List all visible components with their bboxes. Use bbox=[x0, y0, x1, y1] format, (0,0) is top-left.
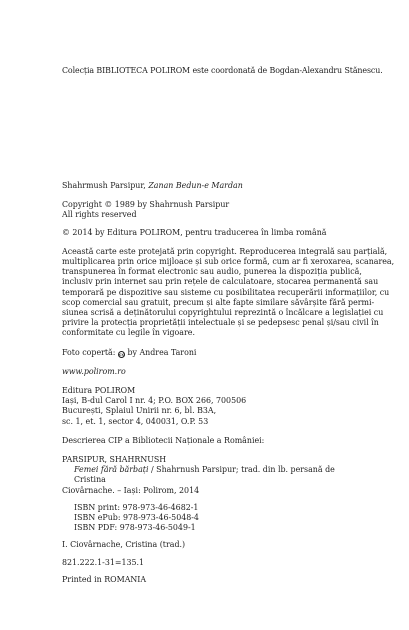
printed-in: Printed in ROMANIA bbox=[62, 574, 147, 584]
legal-line: scop comercial sau gratuit, precum și alte fapte similare săvârșite fără permi- bbox=[62, 297, 375, 307]
original-title: Zanan Bedun-e Mardan bbox=[148, 181, 243, 190]
rights-reserved: All rights reserved bbox=[62, 210, 137, 220]
website: www.polirom.ro bbox=[62, 366, 126, 376]
cip-author: PARSIPUR, SHAHRNUSH bbox=[62, 455, 167, 465]
publisher-name: Editura POLIROM bbox=[62, 386, 136, 396]
copyright-line: Copyright © 1989 by Shahrnush Parsipur bbox=[62, 200, 230, 210]
legal-line: privire la protecția proprietății intelectuale și se pedepsesc penal și/sau civil în bbox=[62, 318, 379, 328]
legal-line: temporară pe dispozitive sau sisteme cu posibilitatea recuperării informațiilor, cu bbox=[62, 287, 390, 297]
isbn-pdf: ISBN PDF: 978-973-46-5049-1 bbox=[74, 523, 196, 533]
cc-icon: cc bbox=[118, 351, 126, 358]
address-line: sc. 1, et. 1, sector 4, 040031, O.P. 53 bbox=[62, 416, 209, 426]
cip-desc: / Shahrnush Parsipur; trad. din lb. persană de Cristina bbox=[74, 465, 335, 485]
isbn-list bbox=[62, 503, 352, 534]
copyright-notice bbox=[62, 200, 352, 220]
isbn-epub: ISBN ePub: 978-973-46-5048-4 bbox=[74, 513, 199, 523]
cover-photo-author: by Andrea Taroni bbox=[124, 347, 197, 357]
address-line: Iași, B-dul Carol I nr. 4; P.O. BOX 266, 700506 bbox=[62, 396, 247, 406]
legal-line: conformitate cu legile în vigoare. bbox=[62, 328, 195, 338]
author-name: Shahrmush Parsipur, bbox=[62, 181, 149, 190]
legal-line: multiplicarea prin orice mijloace și sub orice formă, cum ar fi xeroxarea, scanarea, bbox=[62, 257, 395, 267]
title-line bbox=[62, 181, 352, 191]
legal-notice bbox=[62, 246, 395, 339]
colophon bbox=[62, 181, 395, 585]
legal-line: siunea scrisă a deținătorului copyrightului reprezintă o încălcare a legislației cu bbox=[62, 308, 384, 318]
cip-heading: Descrierea CIP a Bibliotecii Naționale a României: bbox=[62, 435, 265, 445]
cip-description bbox=[62, 465, 352, 485]
legal-line: Această carte este protejată prin copyright. Reproducerea integrală sau parțială, bbox=[62, 246, 388, 256]
legal-line: inclusiv prin internet sau prin rețele de calculatoare, stocarea permanentă sau bbox=[62, 277, 379, 287]
series-note: Colecția BIBLIOTECA POLIROM este coordonată de Bogdan-Alexandru Stănescu. bbox=[62, 66, 383, 75]
cip-translator: I. Ciovârnache, Cristina (trad.) bbox=[62, 540, 186, 550]
address-line: București, Splaiul Unirii nr. 6, bl. B3A, bbox=[62, 406, 217, 416]
publisher-address bbox=[62, 386, 352, 427]
cover-photo-label: Foto copertă: bbox=[62, 347, 118, 357]
legal-line: transpunerea în format electronic sau audio, punerea la dispoziția publică, bbox=[62, 267, 362, 277]
translation-rights: © 2014 by Editura POLIROM, pentru traducerea în limba română bbox=[62, 227, 327, 237]
cip-desc-cont: Ciovârnache. – Iași: Polirom, 2014 bbox=[62, 485, 200, 495]
isbn-print: ISBN print: 978-973-46-4682-1 bbox=[74, 502, 199, 512]
cip-title: Femei fără bărbați bbox=[74, 465, 149, 475]
cip-classification: 821.222.1-31=135.1 bbox=[62, 557, 145, 567]
cover-photo-credit bbox=[62, 348, 352, 358]
